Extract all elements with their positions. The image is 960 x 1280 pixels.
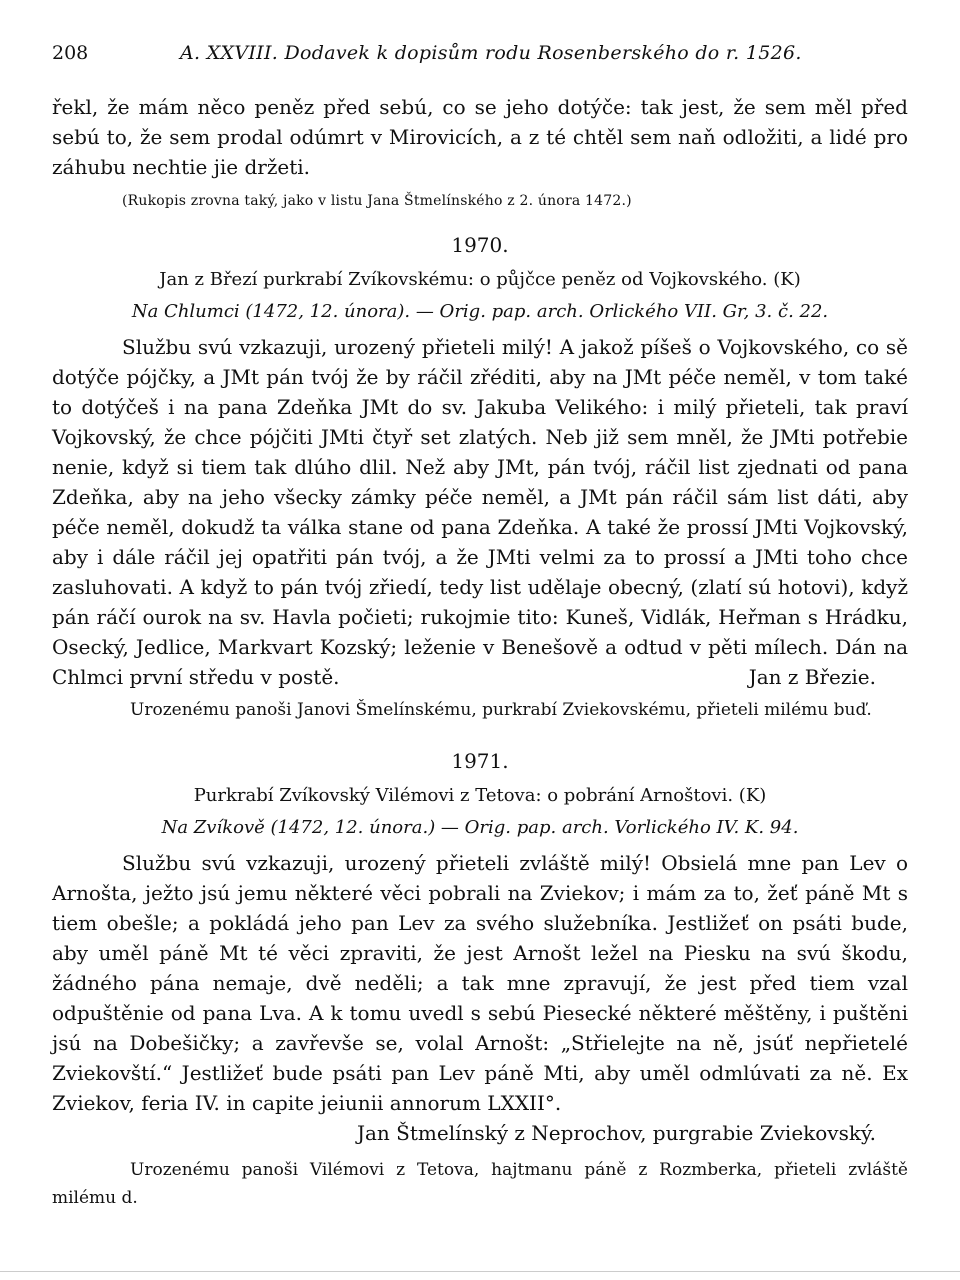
- document-body: Službu svú vzkazuji, urozený přieteli milý! A jakož píšeš o Vojkovského, co sě dotýče pójčky, a JMt pán tvój že by ráčil zřéditi, aby na JMt péče neměl, v tom také to dotýčeš i na pana Zdeňka JMt do sv. Jakuba Velikého: i milý přieteli, tak praví Vojkovský, že chce pójčiti JMti čtyř set zlatých. Neb již sem mněl, že JMti potřebie nenie, když si tiem tak dlúho dlil. Než aby JMt, pán tvój, ráčil list zjednati od pana Zdeňka, aby na jeho všecky zámky péče neměl, a JMt pán ráčil sám list dáti, aby péče neměl, dokudž ta válka stane od pana Zdeňka. A také že prossí JMti Vojkovský, aby i dále ráčil jej opatřiti pán tvój, a že JMti velmi za to prossí a JMti toho chce zasluhovati. A když to pán tvój zřiedí, tedy list udělaje obecný, (zlatí sú hotovi), když pán ráčí ourok na sv. Havla počieti; rukojmie tito: Kuneš, Vidlák, Heřman s Hrádku, Osecký, Jedlice, Markvart Kozský; leženie v Benešově a odtud v pěti mílech. Dán na Chlmci první středu v postě.: [52, 335, 908, 689]
- page-content: [52, 92, 908, 1212]
- page-number: 208: [52, 42, 89, 64]
- document-source: Na Chlumci (1472, 12. února). — Orig. pap. arch. Orlického VII. Gr, 3. č. 22.: [131, 301, 829, 322]
- document-address: Urozenému panoši Vilémovi z Tetova, hajtmanu páně z Rozmberka, přieteli zvláště milému d.: [52, 1160, 908, 1208]
- document-source: Na Zvíkově (1472, 12. února.) — Orig. pap. arch. Vorlického IV. K. 94.: [161, 817, 799, 838]
- bottom-rule: [0, 1271, 960, 1272]
- document-title: Jan z Březí purkrabí Zvíkovskému: o půjčce peněz od Vojkovského. (K): [159, 269, 801, 290]
- document-signature: Jan Štmelínský z Neprochov, purgrabie Zviekovský.: [356, 1121, 876, 1145]
- document-body: Službu svú vzkazuji, urozený přieteli zvláště milý! Obsielá mne pan Lev o Arnošta, ježto jsú jemu některé věci pobrali na Zviekov; i mám za to, žeť páně Mt s tiem obešle; a pokládá jeho pan Lev za svého služebníka. Jestližeť on psáti bude, aby uměl páně Mt té věci zpraviti, že jest Arnošt ležel na Piesku na svú škodu, žádného pána nemaje, dvě neděli; a tak mne zpravují, že jest před tiem vzal odpuštěnie od pana Lva. A k tomu uvedl s sebú Piesecké některé měštěny, i puštěni jsú na Dobešičky; a zavřevše se, volal Arnošt: „Střielejte na ně, jsúť nepřietelé Zviekovští.“ Jestližeť bude psáti pan Lev páně Mti, aby uměl odmlúvati za ně. Ex Zviekov, feria IV. in capite jeiunii annorum LXXII°.: [52, 851, 908, 1115]
- page-header: [52, 42, 904, 72]
- document-address: Urozenému panoši Janovi Šmelínskému, purkrabí Zviekovskému, přieteli milému buď.: [130, 700, 872, 720]
- document-number: 1970.: [451, 233, 509, 257]
- manuscript-note: (Rukopis zrovna taký, jako v listu Jana Štmelínského z 2. února 1472.): [122, 193, 632, 209]
- document-title: Purkrabí Zvíkovský Vilémovi z Tetova: o pobrání Arnoštovi. (K): [193, 785, 767, 806]
- document-number: 1971.: [451, 749, 509, 773]
- running-title: A. XXVIII. Dodavek k dopisům rodu Rosenberského do r. 1526.: [180, 42, 802, 64]
- document-signature: Jan z Březie.: [748, 665, 876, 689]
- intro-paragraph: řekl, že mám něco peněz před sebú, co se jeho dotýče: tak jest, že sem měl před sebú to, že sem prodal odúmrt v Mirovicích, a z té chtěl sem naň odložiti, a lidé pro záhubu nechtie jie držeti.: [52, 95, 908, 179]
- document-1971: [52, 746, 908, 1212]
- document-1970: [52, 230, 908, 724]
